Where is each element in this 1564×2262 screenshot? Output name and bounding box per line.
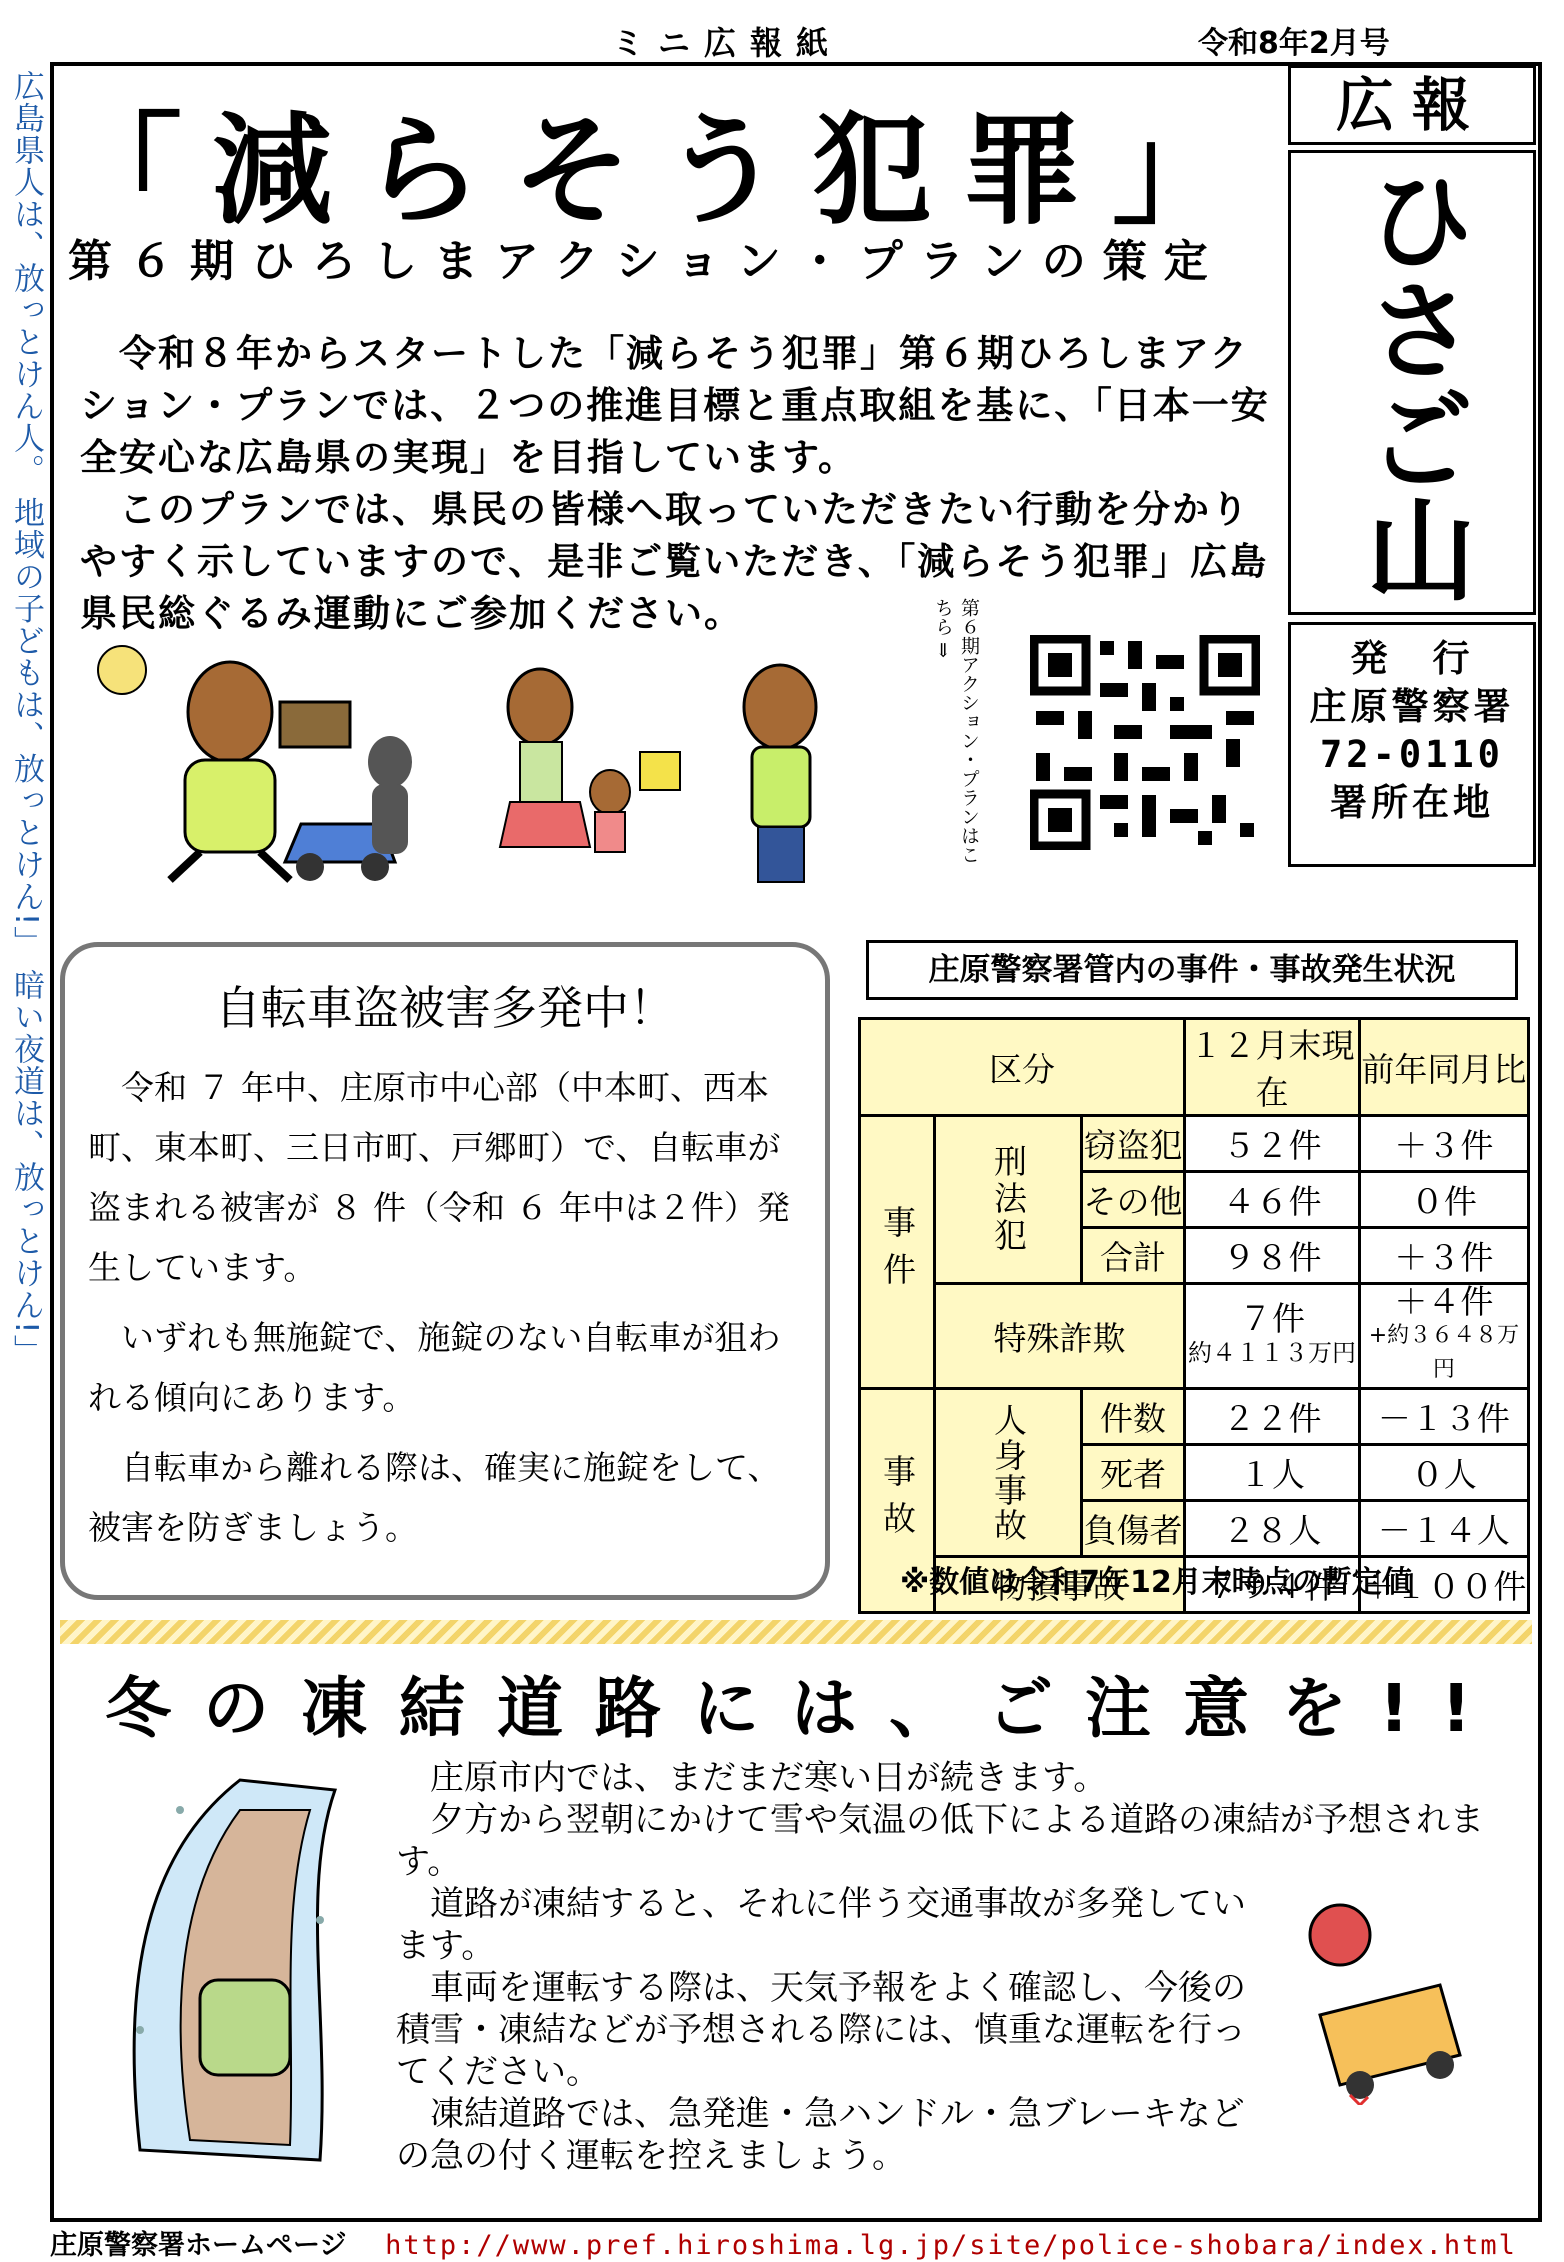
icy-road-illustration	[120, 1770, 350, 2170]
row-label: 物損事故	[935, 1557, 1185, 1613]
row-value: ９８件	[1185, 1228, 1360, 1284]
row-value: ７９４件	[1185, 1557, 1360, 1613]
koho-label: 広報	[1288, 65, 1536, 145]
bicycle-theft-body	[88, 1058, 800, 1558]
deer-mascot-illustration	[80, 632, 940, 892]
row-label: 合計	[1082, 1228, 1185, 1284]
row-value: １人	[1185, 1445, 1360, 1501]
winter-paragraph: 夕方から翌朝にかけて雪や気温の低下による道路の凍結が予想されます。	[396, 1800, 1484, 1882]
header-current: １２月末現在	[1185, 1019, 1360, 1116]
lead-paragraph-2: このプランでは、県民の皆様へ取っていただきたい行動を分かりやすく示していますので、是非ご覧いただき、「減らそう犯罪」広島県民総ぐるみ運動にご参加ください。	[80, 488, 1269, 635]
group-accident: 事故	[860, 1389, 935, 1613]
stats-note: ※数値は令和7年12月末時点の暫定値	[900, 1565, 1412, 1600]
sidebar-slogan: 広島県人は、放っとけん人。 地域の子どもは、放っとけん!」 暗い夜道は、放っとけん!」	[8, 70, 44, 1367]
row-change: ＋１００件	[1359, 1557, 1528, 1613]
row-change	[1359, 1284, 1528, 1389]
table-row	[860, 1389, 1529, 1445]
issuer-box	[1288, 622, 1536, 867]
sub-criminal: 刑法犯	[935, 1116, 1082, 1284]
footer	[50, 2223, 1517, 2262]
winter-paragraph: 車両を運転する際は、天気予報をよく確認し、今後の積雪・凍結などが予想される際には、慎重な運転を行ってください。	[396, 1968, 1246, 2092]
stats-table	[858, 1017, 1530, 1614]
qr-code-icon[interactable]	[1030, 635, 1260, 850]
winter-title: 冬の凍結道路には、ご注意を!!	[105, 1670, 1504, 1747]
row-label: 窃盗犯	[1082, 1116, 1185, 1172]
lead-paragraph-1: 令和８年からスタートした「減らそう犯罪」第６期ひろしまアクション・プランでは、２つの推進目標と重点取組を基に、「日本一安全安心な広島県の実現」を目指しています。	[80, 332, 1270, 479]
fraud-amount: 約４１１３万円	[1187, 1339, 1356, 1367]
bicycle-paragraph: 令和 ７ 年中、庄原市中心部（中本町、西本町、東本町、三日市町、戸郷町）で、自転車が盗まれる被害が ８ 件（令和 ６ 年中は２件）発生しています。	[88, 1068, 790, 1287]
header-category: 区分	[860, 1019, 1185, 1116]
winter-body	[396, 1883, 1266, 1967]
fraud-count-change: ＋４件	[1394, 1282, 1494, 1321]
row-value: ２８人	[1185, 1501, 1360, 1557]
row-value: ２２件	[1185, 1389, 1360, 1445]
row-change: －１３件	[1359, 1389, 1528, 1445]
issuer-line: 72-0110	[1320, 733, 1504, 776]
sub-injury: 人身事故	[935, 1389, 1082, 1557]
table-row	[860, 1284, 1529, 1389]
row-change: ＋３件	[1359, 1116, 1528, 1172]
page-subtitle: 第６期ひろしまアクション・プランの策定	[68, 236, 1225, 287]
row-change: ０人	[1359, 1445, 1528, 1501]
winter-paragraph: 道路が凍結すると、それに伴う交通事故が多発しています。	[396, 1884, 1246, 1966]
issuer-line: 署所在地	[1330, 781, 1494, 824]
bicycle-theft-title: 自転車盗被害多発中！	[215, 981, 675, 1035]
group-incident: 事件	[860, 1116, 935, 1389]
winter-body	[396, 2093, 1266, 2177]
skidding-car-illustration	[1290, 1895, 1470, 2105]
issue-date: 令和8年2月号	[1198, 26, 1390, 61]
winter-body	[396, 1967, 1266, 2093]
fraud-count: ７件	[1238, 1299, 1305, 1338]
issuer-line: 発 行	[1350, 637, 1474, 680]
row-label: 件数	[1082, 1389, 1185, 1445]
row-value: ４６件	[1185, 1172, 1360, 1228]
stats-title: 庄原警察署管内の事件・事故発生状況	[866, 940, 1518, 1000]
row-change: －１４人	[1359, 1501, 1528, 1557]
table-header-row	[860, 1019, 1529, 1116]
row-change: ＋３件	[1359, 1228, 1528, 1284]
winter-paragraph: 庄原市内では、まだまだ寒い日が続きます。	[396, 1758, 1108, 1798]
bicycle-paragraph: 自転車から離れる際は、確実に施錠をして、被害を防ぎましょう。	[88, 1448, 781, 1547]
row-label: 負傷者	[1082, 1501, 1185, 1557]
qr-caption: 第６期アクション・プランはこちら ⇒	[932, 598, 980, 864]
row-label: その他	[1082, 1172, 1185, 1228]
row-value: ５２件	[1185, 1116, 1360, 1172]
fraud-amount-change: +約３６４８万円	[1368, 1323, 1520, 1382]
publication-name: ひさご山	[1288, 150, 1536, 615]
header-comparison: 前年同月比	[1359, 1019, 1528, 1116]
header-label: ミニ広報紙	[612, 24, 843, 62]
winter-paragraph: 凍結道路では、急発進・急ハンドル・急ブレーキなどの急の付く運転を控えましょう。	[396, 2094, 1245, 2176]
issuer-line: 庄原警察署	[1309, 685, 1515, 728]
winter-body	[396, 1757, 1506, 1799]
footer-label: 庄原警察署ホームページ	[50, 2230, 347, 2261]
row-label: 死者	[1082, 1445, 1185, 1501]
footer-url-link[interactable]: http://www.pref.hiroshima.lg.jp/site/police-shobara/index.html	[385, 2230, 1517, 2261]
section-divider	[60, 1620, 1532, 1644]
row-label: 特殊詐欺	[935, 1284, 1185, 1389]
row-change: ０件	[1359, 1172, 1528, 1228]
page-title: 「減らそう犯罪」	[62, 102, 1262, 241]
bicycle-paragraph: いずれも無施錠で、施錠のない自転車が狙われる傾向にあります。	[88, 1318, 781, 1417]
winter-body	[396, 1799, 1506, 1883]
row-value	[1185, 1284, 1360, 1389]
table-row	[860, 1116, 1529, 1172]
